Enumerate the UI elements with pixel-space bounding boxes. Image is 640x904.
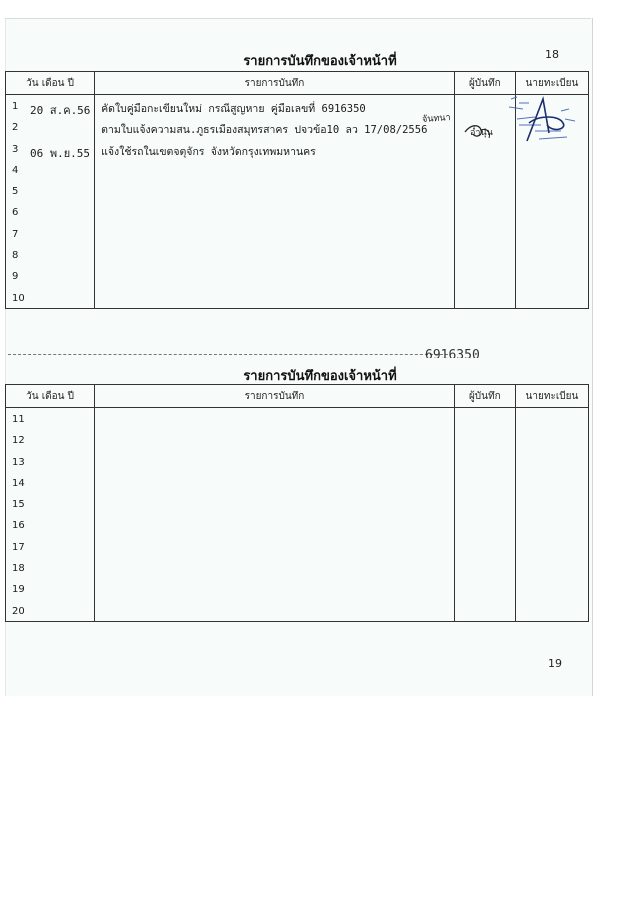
lower-page-title: รายการบันทึกของเจ้าหน้าที่ bbox=[243, 369, 397, 384]
header-date: วัน เดือน ปี bbox=[6, 385, 95, 408]
date-cell bbox=[6, 287, 95, 309]
record-entry-text: คัดใบคู่มือกะเขียนใหม่ กรณีสูญหาย คู่มือเลขที่ 6916350 bbox=[101, 103, 366, 115]
recorder-cell bbox=[454, 287, 515, 309]
recorder-cell bbox=[454, 514, 515, 535]
recorder-cell bbox=[454, 223, 515, 244]
table-row bbox=[6, 536, 589, 557]
registrar-cell bbox=[515, 201, 588, 222]
table-row bbox=[6, 265, 589, 286]
recorder-cell bbox=[454, 408, 515, 430]
entry-cell bbox=[95, 223, 455, 244]
date-cell bbox=[6, 578, 95, 599]
row-number: 6 bbox=[12, 207, 19, 219]
record-entry-text: ตามใบแจ้งความสน.ภูธรเมืองสมุทรสาคร ปจวข้อ10 ลว 17/08/2556 bbox=[101, 124, 428, 137]
date-cell bbox=[6, 159, 95, 180]
date-cell bbox=[6, 600, 95, 622]
entry-cell bbox=[95, 493, 455, 514]
entry-cell bbox=[95, 536, 455, 557]
lower-records-table bbox=[5, 384, 589, 622]
recorder-cell bbox=[454, 557, 515, 578]
table-row bbox=[6, 159, 589, 180]
header-recorder: ผู้บันทึก bbox=[454, 385, 515, 408]
date-cell bbox=[6, 265, 95, 286]
date-cell bbox=[6, 244, 95, 265]
header-date: วัน เดือน ปี bbox=[6, 72, 95, 95]
date-cell bbox=[6, 557, 95, 578]
row-number: 3 bbox=[12, 143, 19, 155]
recorder-cell bbox=[454, 578, 515, 599]
row-number: 1 bbox=[12, 101, 19, 112]
entry-cell bbox=[95, 116, 455, 137]
row-number: 7 bbox=[12, 228, 19, 240]
registrar-cell bbox=[515, 265, 588, 286]
registrar-cell bbox=[515, 536, 588, 557]
recorder-cell bbox=[454, 472, 515, 493]
entry-cell bbox=[95, 287, 455, 309]
row-number: 18 bbox=[12, 563, 25, 575]
row-number: 19 bbox=[12, 584, 25, 596]
page-edge bbox=[5, 18, 591, 19]
entry-cell bbox=[95, 408, 455, 430]
registrar-stamp bbox=[505, 93, 587, 151]
date-cell bbox=[6, 138, 95, 159]
registrar-cell bbox=[515, 180, 588, 201]
table-row bbox=[6, 514, 589, 535]
row-number: 16 bbox=[12, 520, 25, 532]
recorder-cell bbox=[454, 201, 515, 222]
record-date: 06 พ.ย.55 bbox=[30, 146, 91, 160]
registrar-cell bbox=[515, 493, 588, 514]
table-row bbox=[6, 244, 589, 265]
recorder-cell bbox=[454, 600, 515, 622]
table-row bbox=[6, 600, 589, 622]
date-cell bbox=[6, 451, 95, 472]
entry-cell bbox=[95, 265, 455, 286]
upper-page-title: รายการบันทึกของเจ้าหน้าที่ bbox=[243, 54, 397, 69]
header-entry: รายการบันทึก bbox=[95, 385, 455, 408]
date-cell bbox=[6, 429, 95, 450]
entry-cell bbox=[95, 514, 455, 535]
date-cell bbox=[6, 493, 95, 514]
table-row bbox=[6, 223, 589, 244]
row-number: 13 bbox=[12, 456, 25, 468]
registrar-cell bbox=[515, 514, 588, 535]
recorder-cell bbox=[454, 429, 515, 450]
date-cell bbox=[6, 201, 95, 222]
date-cell bbox=[6, 472, 95, 493]
table-row bbox=[6, 578, 589, 599]
registrar-cell bbox=[515, 578, 588, 599]
entry-cell bbox=[95, 451, 455, 472]
lower-page-number: 19 bbox=[548, 657, 562, 670]
recorder-cell bbox=[454, 265, 515, 286]
date-cell bbox=[6, 95, 95, 117]
header-entry: รายการบันทึก bbox=[95, 72, 455, 95]
row-number: 2 bbox=[12, 122, 19, 134]
recorder-signature-text: จันทนา bbox=[421, 113, 451, 125]
recorder-cell bbox=[454, 159, 515, 180]
row-number: 14 bbox=[12, 477, 25, 489]
header-registrar: นายทะเบียน bbox=[515, 72, 588, 95]
registrar-cell bbox=[515, 557, 588, 578]
row-number: 8 bbox=[12, 250, 19, 262]
row-number: 9 bbox=[12, 271, 19, 283]
date-cell bbox=[6, 180, 95, 201]
date-cell bbox=[6, 223, 95, 244]
header-registrar: นายทะเบียน bbox=[515, 385, 588, 408]
entry-cell bbox=[95, 472, 455, 493]
recorder-cell bbox=[454, 536, 515, 557]
registrar-cell bbox=[515, 244, 588, 265]
row-number: 17 bbox=[12, 541, 25, 553]
table-row bbox=[6, 287, 589, 309]
row-number: 11 bbox=[12, 414, 25, 425]
registrar-cell bbox=[515, 159, 588, 180]
date-cell bbox=[6, 408, 95, 430]
entry-cell bbox=[95, 578, 455, 599]
entry-cell bbox=[95, 138, 455, 159]
table-row bbox=[6, 493, 589, 514]
table-row bbox=[6, 429, 589, 450]
registrar-cell bbox=[515, 600, 588, 622]
date-cell bbox=[6, 116, 95, 137]
row-number: 4 bbox=[12, 164, 19, 176]
table-row bbox=[6, 408, 589, 430]
date-cell bbox=[6, 536, 95, 557]
row-number: 5 bbox=[12, 186, 19, 198]
recorder-cell bbox=[454, 451, 515, 472]
registrar-cell bbox=[515, 472, 588, 493]
record-date: 20 ส.ค.56 bbox=[30, 104, 91, 117]
row-number: 10 bbox=[12, 292, 25, 304]
upper-page-number: 18 bbox=[545, 48, 559, 61]
entry-cell bbox=[95, 600, 455, 622]
cut-line bbox=[8, 354, 448, 355]
record-entry-text: แจ้งใช้รถในเขตจตุจักร จังหวัดกรุงเทพมหานคร bbox=[101, 145, 316, 158]
entry-cell bbox=[95, 429, 455, 450]
row-number: 12 bbox=[12, 435, 25, 447]
registrar-cell bbox=[515, 223, 588, 244]
table-row bbox=[6, 472, 589, 493]
entry-cell bbox=[95, 159, 455, 180]
entry-cell bbox=[95, 201, 455, 222]
row-number: 20 bbox=[12, 605, 25, 617]
upper-records-table bbox=[5, 71, 589, 309]
recorder-cell bbox=[454, 244, 515, 265]
row-number: 15 bbox=[12, 499, 25, 511]
entry-cell bbox=[95, 95, 455, 117]
registrar-cell bbox=[515, 408, 588, 430]
recorder-cell bbox=[454, 493, 515, 514]
recorder-cell bbox=[454, 180, 515, 201]
entry-cell bbox=[95, 557, 455, 578]
date-cell bbox=[6, 514, 95, 535]
table-row bbox=[6, 201, 589, 222]
registrar-cell bbox=[515, 451, 588, 472]
entry-cell bbox=[95, 180, 455, 201]
registrar-cell bbox=[515, 287, 588, 309]
table-row bbox=[6, 451, 589, 472]
registrar-cell bbox=[515, 429, 588, 450]
recorder-name-text: อ่ำนุ่น bbox=[470, 128, 493, 138]
entry-cell bbox=[95, 244, 455, 265]
cut-number: 6916350 bbox=[425, 348, 480, 358]
header-recorder: ผู้บันทึก bbox=[454, 72, 515, 95]
table-row bbox=[6, 557, 589, 578]
table-row bbox=[6, 180, 589, 201]
